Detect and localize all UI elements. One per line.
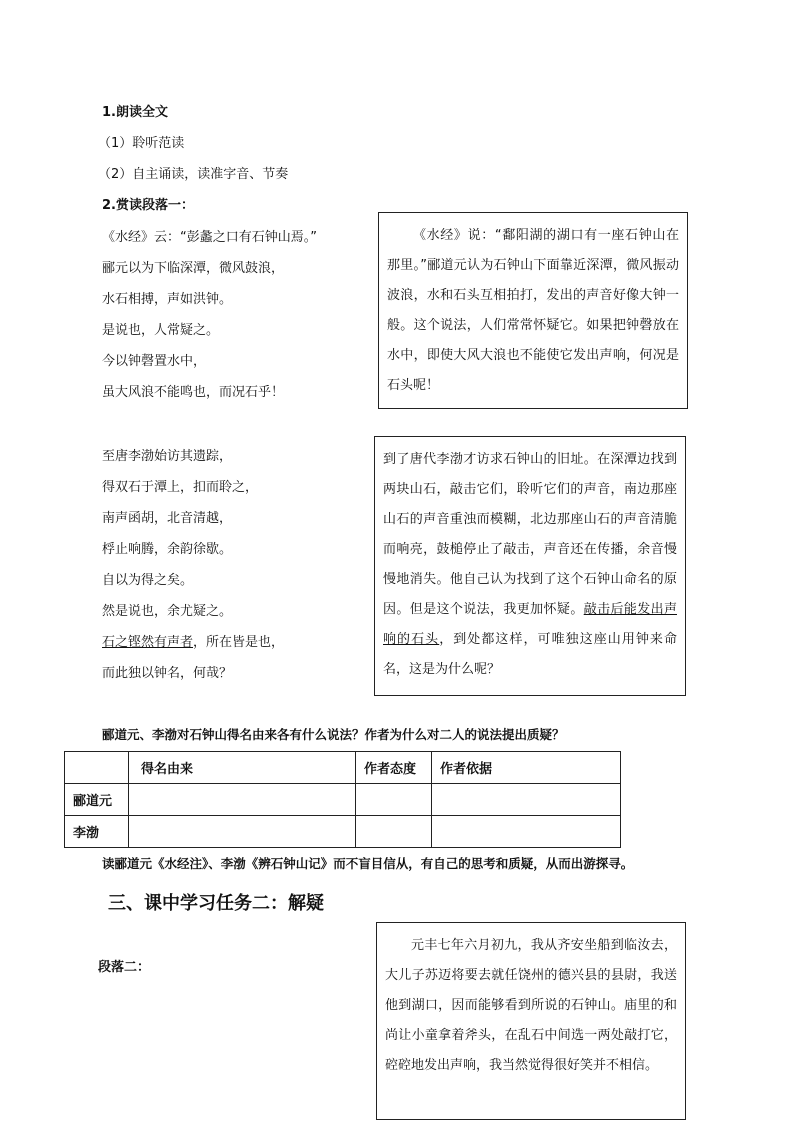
para2-line-7-rest: ，所在皆是也， <box>193 635 285 650</box>
answer-table <box>64 751 621 848</box>
para2-line-4: 桴止响腾，余韵徐歇。 <box>102 542 233 557</box>
section1-item-1: （1）聆听范读 <box>98 136 185 151</box>
section1-heading: 1.朗读全文 <box>102 105 168 120</box>
table-cell[interactable] <box>129 784 356 816</box>
table-row <box>65 784 621 816</box>
table-cell: 郦道元 <box>65 784 129 816</box>
para1-line-2: 郦元以为下临深潭，微风鼓浪， <box>102 261 285 276</box>
table-cell: 李渤 <box>65 816 129 848</box>
para1-line-6: 虽大风浪不能鸣也，而况石乎！ <box>102 385 285 400</box>
para3-translation-box <box>376 922 686 1120</box>
question-text: 郦道元、李渤对石钟山得名由来各有什么说法？作者为什么对二人的说法提出质疑？ <box>102 727 565 742</box>
para1-translation-box <box>378 212 688 409</box>
section1-item-2: （2）自主诵读，读准字音、节奏 <box>98 167 289 182</box>
table-header-cell: 得名由来 <box>129 752 356 784</box>
para2-line-1: 至唐李渤始访其遗踪， <box>102 449 233 464</box>
table-header-cell: 作者态度 <box>356 752 432 784</box>
para2-line-3: 南声函胡，北音清越， <box>102 511 233 526</box>
para2-translation <box>383 445 677 685</box>
para1-line-4: 是说也，人常疑之。 <box>102 323 220 338</box>
para2-translation-b: ，到处都这样，可唯独这座山用钟来命名，这是为什么呢？ <box>383 632 677 677</box>
table-cell[interactable] <box>356 784 432 816</box>
para2-translation-a: 到了唐代李渤才访求石钟山的旧址。在深潭边找到两块山石，敲击它们，聆听它们的声音，南边那座山石的声音重浊而模糊，北边那座山石的声音清脆而响亮，鼓槌停止了敲击，声音还在传播，余音慢慢地消失。他自己认为找到了这个石钟山命名的原因。但是这个说法，我更加怀疑。 <box>383 452 677 617</box>
para1-translation: 《水经》说：“鄱阳湖的湖口有一座石钟山在那里。”郦道元认为石钟山下面靠近深潭，微风振动波浪，水和石头互相拍打，发出的声音好像大钟一般。这个说法，人们常常怀疑它。如果把钟磬放在水中，即使大风大浪也不能使它发出声响，何况是石头呢！ <box>387 228 679 393</box>
para3-translation: 元丰七年六月初九，我从齐安坐船到临汝去，大儿子苏迈将要去就任饶州的德兴县的县尉，我送他到湖口，因而能够看到所说的石钟山。庙里的和尚让小童拿着斧头，在乱石中间选一两处敲打它，硿硿地发出声响，我当然觉得很好笑并不相信。 <box>385 938 677 1073</box>
para2-line-5: 自以为得之矣。 <box>102 573 194 588</box>
table-header-cell <box>65 752 129 784</box>
table-cell[interactable] <box>356 816 432 848</box>
para1-line-3: 水石相搏，声如洪钟。 <box>102 292 233 307</box>
para1-line-5: 今以钟磬置水中， <box>102 354 207 369</box>
table-cell[interactable] <box>432 816 621 848</box>
para2-line-2: 得双石于潭上，扣而聆之， <box>102 480 259 495</box>
table-header-row <box>65 752 621 784</box>
summary-text: 读郦道元《水经注》、李渤《辨石钟山记》而不盲目信从，有自己的思考和质疑，从而出游探寻。 <box>102 856 634 871</box>
para2-line-8: 而此独以钟名，何哉？ <box>102 666 233 681</box>
section2-heading: 2.赏读段落一： <box>102 198 194 213</box>
para2-line-7-underlined: 石之铿然有声者 <box>102 635 194 650</box>
para2-line-6: 然是说也，余尤疑之。 <box>102 604 233 619</box>
section3-paragraph-label: 段落二： <box>98 960 151 975</box>
table-cell[interactable] <box>129 816 356 848</box>
table-row <box>65 816 621 848</box>
para2-translation-box <box>374 436 686 696</box>
para1-line-1: 《水经》云：“彭蠡之口有石钟山焉。” <box>102 230 317 245</box>
table-header-cell: 作者依据 <box>432 752 621 784</box>
section3-heading: 三、课中学习任务二：解疑 <box>108 893 324 914</box>
para2-line-7 <box>102 635 284 651</box>
table-cell[interactable] <box>432 784 621 816</box>
para2-translation-underlined: 敲击后能发出声响的石头 <box>383 602 677 647</box>
